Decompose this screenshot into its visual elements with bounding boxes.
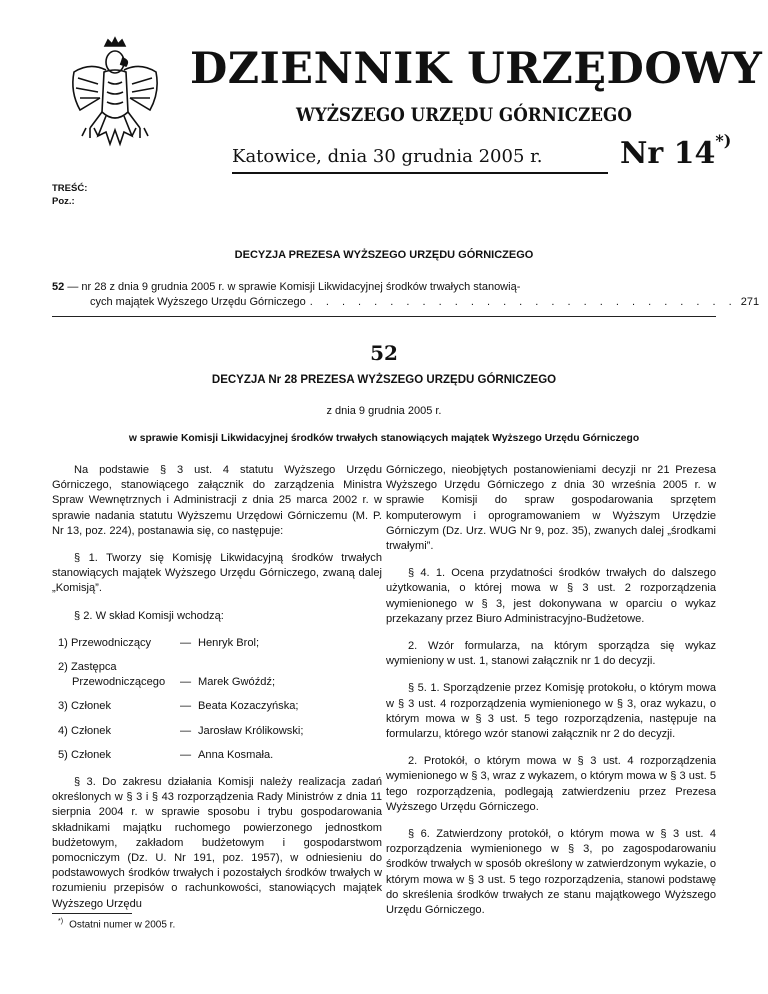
contents-entry-text: nr 28 z dnia 9 grudnia 2005 r. w sprawie Komisji Likwidacyjnej środków trwałych stanowią- [81, 281, 521, 293]
member-row [52, 660, 382, 690]
eagle-emblem-icon [60, 32, 170, 158]
member-role: 3) Członek [58, 700, 112, 713]
member-role-line1: 2) Zastępca [58, 661, 117, 674]
member-role: 4) Członek [58, 724, 112, 737]
decision-title: DECYZJA Nr 28 PREZESA WYŻSZEGO URZĘDU GÓRNICZEGO [211, 374, 557, 386]
member-name: Henryk Brol; [198, 636, 260, 649]
section-4-2-paragraph: 2. Wzór formularza, na którym sporządza się wykaz wymieniony w ust. 1, stanowi załącznik nr 1 do decyzji. [386, 640, 716, 668]
contents-label-block [52, 182, 87, 208]
member-dash: — [180, 636, 192, 649]
contents-entry-text-cont: cych majątek Wyższego Urzędu Górniczego [90, 296, 306, 308]
issue-dateline: Katowice, dnia 30 grudnia 2005 r. [232, 146, 543, 167]
journal-subtitle: WYŻSZEGO URZĘDU GÓRNICZEGO [296, 104, 632, 126]
member-name: Jarosław Królikowski; [198, 724, 304, 737]
masthead-rule [232, 172, 608, 174]
footnote-marker: *) [58, 918, 64, 925]
decision-subject: w sprawie Komisji Likwidacyjnej środków trwałych stanowiących majątek Wyższego Urzędu Górniczego [128, 433, 640, 444]
right-column [386, 463, 716, 930]
member-role: 1) Przewodniczący [58, 636, 152, 649]
member-name: Anna Kosmała. [198, 748, 274, 761]
section-divider [52, 316, 716, 317]
member-row [52, 699, 382, 714]
contents-entry-page: 271 [740, 296, 760, 308]
member-role: 5) Członek [58, 748, 112, 761]
member-dash: — [180, 676, 192, 689]
left-column [52, 463, 382, 924]
member-row [52, 724, 382, 739]
member-dash: — [180, 724, 192, 737]
contents-entry-dots: . . . . . . . . . . . . . . . . . . . . . . . . . . . [309, 296, 737, 308]
footnote [58, 918, 175, 930]
member-row [52, 636, 382, 651]
member-row [52, 748, 382, 763]
member-dash: — [180, 700, 192, 713]
section-1-paragraph: § 1. Tworzy się Komisję Likwidacyjną środków trwałych stanowiących majątek Wyższego Urzędu Górniczego, zwaną dalej „Komisją”. [52, 552, 382, 595]
section-4-1-paragraph: § 4. 1. Ocena przydatności środków trwałych do dalszego użytkowania, o której mowa w § 3 ust. 2 rozporządzenia wymienionego w § 3, jest dokonywana w oparciu o wykaz przekazany przez Biuro Administracyjno-Budżetowe. [386, 567, 716, 625]
member-dash: — [180, 748, 192, 761]
issue-number-text: Nr 14 [620, 136, 716, 171]
section-5-1-paragraph: § 5. 1. Sporządzenie przez Komisję protokołu, o którym mowa w § 3 ust. 4 rozporządzenia wymienionego w § 3, oraz wykazu, o którym mowa w § 3 ust. 5 tego rozporządzenia, następuje na formularzu, którego wzór stanowi załącznik nr 2 do decyzji. [386, 682, 716, 741]
journal-title: DZIENNIK URZĘDOWY [190, 44, 763, 94]
member-role-line2: Przewodniczącego [72, 676, 166, 689]
footnote-rule [52, 913, 132, 914]
contents-entry [52, 280, 612, 295]
contents-entry-number: 52 [52, 281, 65, 293]
contents-label: TREŚĆ: [52, 183, 88, 194]
preamble-paragraph: Na podstawie § 3 ust. 4 statutu Wyższego Urzędu Górniczego, stanowiącego załącznik do zarządzenia Ministra Spraw Wewnętrznych i Administracji z dnia 25 marca 2002 r. w sprawie nadania statutu Wyższemu Urzędowi Górniczemu (M. P. Nr 13, poz. 224), postanawia się, co następuje: [52, 464, 382, 537]
section-2-paragraph: § 2. W skład Komisji wchodzą: [74, 609, 224, 622]
position-label: Poz.: [52, 196, 75, 207]
contents-entry-line2 [90, 295, 760, 310]
decision-date: z dnia 9 grudnia 2005 r. [326, 405, 442, 417]
contents-entry-dash: — [67, 281, 79, 293]
section-3-paragraph: § 3. Do zakresu działania Komisji należy realizacja zadań określonych w § 3 i § 43 rozporządzenia Rady Ministrów z dnia 11 sierpnia 2004 r. w sprawie sposobu i trybu gospodarowania składnikami majątku ruchomego powierzonego jednostkom budżetowym, zakładom budżetowym i gospodarstwom pomocniczym (Dz. U. Nr 191, poz. 1957), w odniesieniu do podstawowych środków trwałych i pozostałych środków trwałych w rozumieniu przepisów o rachunkowości, stanowiących majątek Wyższego Urzędu [52, 776, 382, 910]
section-6-paragraph: § 6. Zatwierdzony protokół, o którym mowa w § 3 ust. 4 rozporządzenia wymienionego w § 3, po zagospodarowaniu środków trwałych w sposób określony w zatwierdzonym wykazie, o którym mowa w § 3 ust. 5 tego rozporządzenia, stanowi podstawę do skreślenia środków trwałych ze stanu majątkowego Wyższego Urzędu Górniczego. [386, 828, 716, 917]
member-role [52, 660, 180, 690]
section-5-2-paragraph: 2. Protokół, o którym mowa w § 3 ust. 4 rozporządzenia wymienionego w § 3, wraz z wykazem, o którym mowa w § 3 ust. 5 tego rozporządzenia, podlegają zatwierdzeniu przez Prezesa Wyższego Urzędu Górniczego. [386, 755, 716, 813]
issue-footnote-marker: *) [715, 131, 732, 150]
footnote-text: Ostatni numer w 2005 r. [69, 919, 176, 931]
issue-number [620, 131, 732, 171]
member-name: Marek Gwóźdź; [198, 676, 276, 689]
contents-heading: DECYZJA PREZESA WYŻSZEGO URZĘDU GÓRNICZEGO [234, 249, 534, 261]
section-3-continuation: Górniczego, nieobjętych postanowieniami decyzji nr 21 Prezesa Wyższego Urzędu Górniczego z dnia 30 września 2005 r. w sprawie Komisji do spraw gospodarowania sprzętem komputerowym i oprogramowaniem w Wyższym Urzędzie Górniczym (Dz. Urz. WUG Nr 9, poz. 35), zwanych dalej „środkami trwałymi”. [386, 464, 716, 553]
member-name: Beata Kozaczyńska; [198, 700, 299, 713]
decision-number: 52 [370, 341, 398, 365]
commission-members-list [52, 636, 382, 763]
